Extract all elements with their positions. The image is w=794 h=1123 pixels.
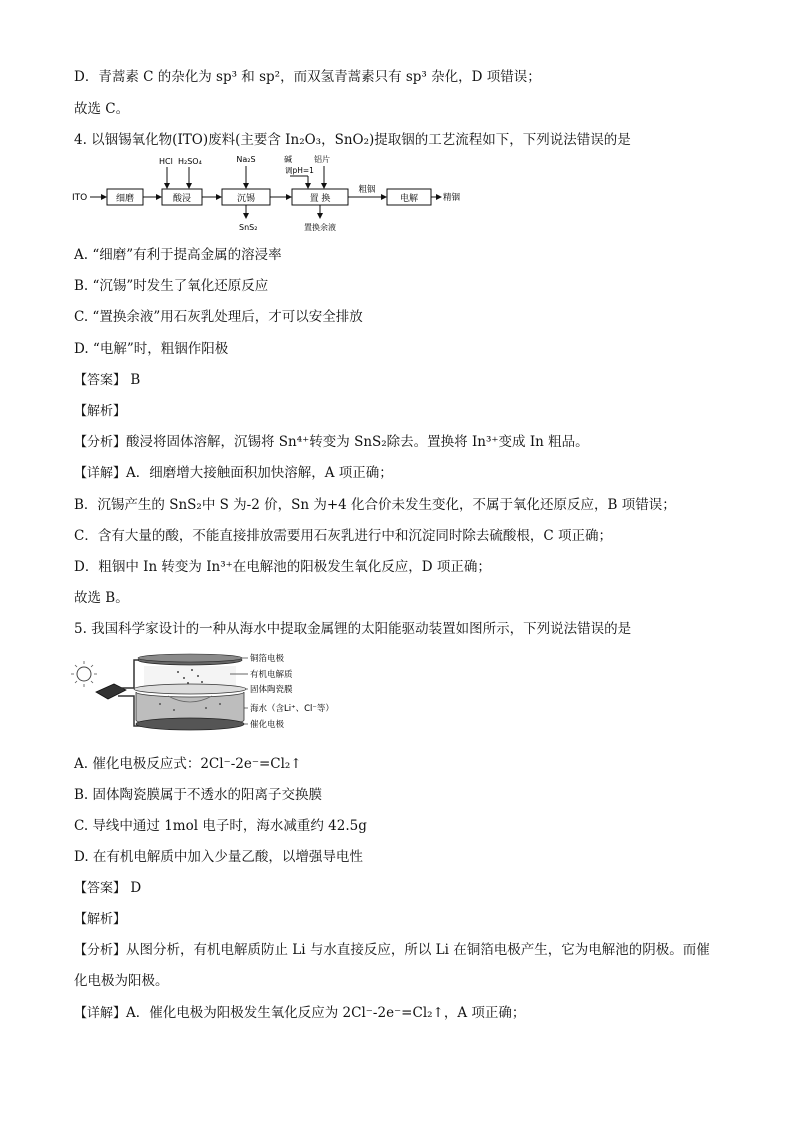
q4-fenxi-text: 酸浸将固体溶解，沉锡将 Sn⁴⁺转变为 SnS₂除去。置换将 In³⁺变成 In 粗品。 <box>126 434 589 450</box>
q4-answer-line <box>74 371 140 390</box>
apparatus-svg <box>70 652 360 734</box>
q4-answer-tag: 【答案】 <box>74 373 127 388</box>
flow-reagent-na2s: Na₂S <box>236 155 256 164</box>
flow-reagent-al: 铝片 <box>314 155 330 164</box>
q4-xiangjie-line <box>74 464 393 483</box>
q4-xiangjie-tag: 【详解】 <box>74 466 127 481</box>
q4-option-d: D. “电解”时，粗铟作阳极 <box>74 341 229 357</box>
flow-step-acid: 酸浸 <box>172 194 192 204</box>
flow-reagent-base: 碱 <box>284 155 292 164</box>
q4-fenxi-line <box>74 433 589 452</box>
label-copper-electrode: 铜箔电极 <box>250 654 285 664</box>
q4-analysis-tag <box>74 402 126 421</box>
q5-stem: 5. 我国科学家设计的一种从海水中提取金属锂的太阳能驱动装置如图所示，下列说法错误的是 <box>74 621 632 637</box>
catalytic-electrode <box>136 718 244 730</box>
q5-option-d: D. 在有机电解质中加入少量乙酸，以增强导电性 <box>74 849 363 865</box>
q4-xiangjie-a: A．细磨增大接触面积加快溶解，A 项正确； <box>126 465 393 481</box>
sun-icon <box>77 667 91 681</box>
prev-option-d: D．青蒿素 C 的杂化为 sp³ 和 sp²，而双氢青蒿素只有 sp³ 杂化，D 项错误； <box>74 69 541 85</box>
flow-step-electrolysis: 电解 <box>399 194 419 204</box>
flow-reagent-h2so4: H₂SO₄ <box>178 157 202 166</box>
q4-detail-c: C．含有大量的酸，不能直接排放需要用石灰乳进行中和沉淀同时除去硫酸根，C 项正确； <box>74 528 612 544</box>
q4-answer-value: B <box>130 372 141 388</box>
flow-crude-label: 粗铟 <box>358 185 376 195</box>
prev-choose: 故选 C。 <box>74 101 130 117</box>
ceramic-membrane <box>134 684 246 694</box>
q5-fenxi-cont: 化电极为阳极。 <box>74 973 169 989</box>
q5-fenxi-tag: 【分析】 <box>74 943 127 958</box>
q5-analysis-label: 【解析】 <box>74 912 127 927</box>
flow-byproduct-liquid: 置换余液 <box>304 223 336 232</box>
q4-option-c: C. “置换余液”用石灰乳处理后，才可以安全排放 <box>74 309 363 325</box>
flow-reagent-base-note: 调pH=1 <box>285 166 314 175</box>
q5-xiangjie-a: A．催化电极为阳极发生氧化反应为 2Cl⁻-2e⁻=Cl₂↑，A 项正确； <box>126 1005 526 1021</box>
q4-fenxi-tag: 【分析】 <box>74 435 127 450</box>
q5-answer-tag: 【答案】 <box>74 881 127 896</box>
q5-answer-line <box>74 879 141 898</box>
label-organic-electrolyte: 有机电解质 <box>250 670 293 680</box>
q5-option-a: A. 催化电极反应式：2Cl⁻-2e⁻=Cl₂↑ <box>74 756 302 772</box>
q5-xiangjie-line <box>74 1004 525 1023</box>
q5-fenxi-line <box>74 941 710 960</box>
q4-option-a: A. “细磨”有利于提高金属的溶浸率 <box>74 247 282 263</box>
q5-answer-value: D <box>130 880 142 896</box>
flow-input-label: ITO <box>72 193 88 203</box>
q4-option-b: B. “沉锡”时发生了氧化还原反应 <box>74 278 269 294</box>
flow-step-sn: 沉锡 <box>236 194 256 204</box>
q4-detail-d: D．粗铟中 In 转变为 In³⁺在电解池的阳极发生氧化反应，D 项正确； <box>74 559 491 575</box>
q5-analysis-tag <box>74 910 126 929</box>
label-ceramic-membrane: 固体陶瓷膜 <box>250 685 293 695</box>
q4-detail-b: B．沉锡产生的 SnS₂中 S 为-2 价，Sn 为+4 化合价未发生变化，不属于氧化还原反应，B 项错误； <box>74 497 676 513</box>
q5-option-c: C. 导线中通过 1mol 电子时，海水减重约 42.5g <box>74 818 367 834</box>
label-catalytic-electrode: 催化电极 <box>250 720 285 730</box>
flow-step-replace: 置 换 <box>309 194 331 204</box>
flow-byproduct-sns2: SnS₂ <box>239 223 258 232</box>
q4-process-flow-diagram <box>68 152 468 240</box>
q4-analysis-label: 【解析】 <box>74 404 127 419</box>
label-seawater: 海水（含Li⁺、Cl⁻等） <box>250 704 334 714</box>
q5-apparatus-figure <box>70 652 360 734</box>
flow-step-grind: 细磨 <box>115 194 135 204</box>
q4-choose: 故选 B。 <box>74 590 129 606</box>
q5-fenxi-text-1: 从图分析，有机电解质防止 Li 与水直接反应，所以 Li 在铜箔电极产生，它为电解池的阴极。而催 <box>126 942 710 958</box>
q5-xiangjie-tag: 【详解】 <box>74 1006 127 1021</box>
flow-svg <box>68 152 468 240</box>
flow-product-label: 精铟 <box>443 193 461 203</box>
flow-reagent-hcl: HCl <box>159 157 173 166</box>
q4-stem: 4. 以铟锡氧化物(ITO)废料(主要含 In₂O₃，SnO₂)提取铟的工艺流程如下，下列说法错误的是 <box>74 132 631 148</box>
q5-option-b: B. 固体陶瓷膜属于不透水的阳离子交换膜 <box>74 787 323 803</box>
